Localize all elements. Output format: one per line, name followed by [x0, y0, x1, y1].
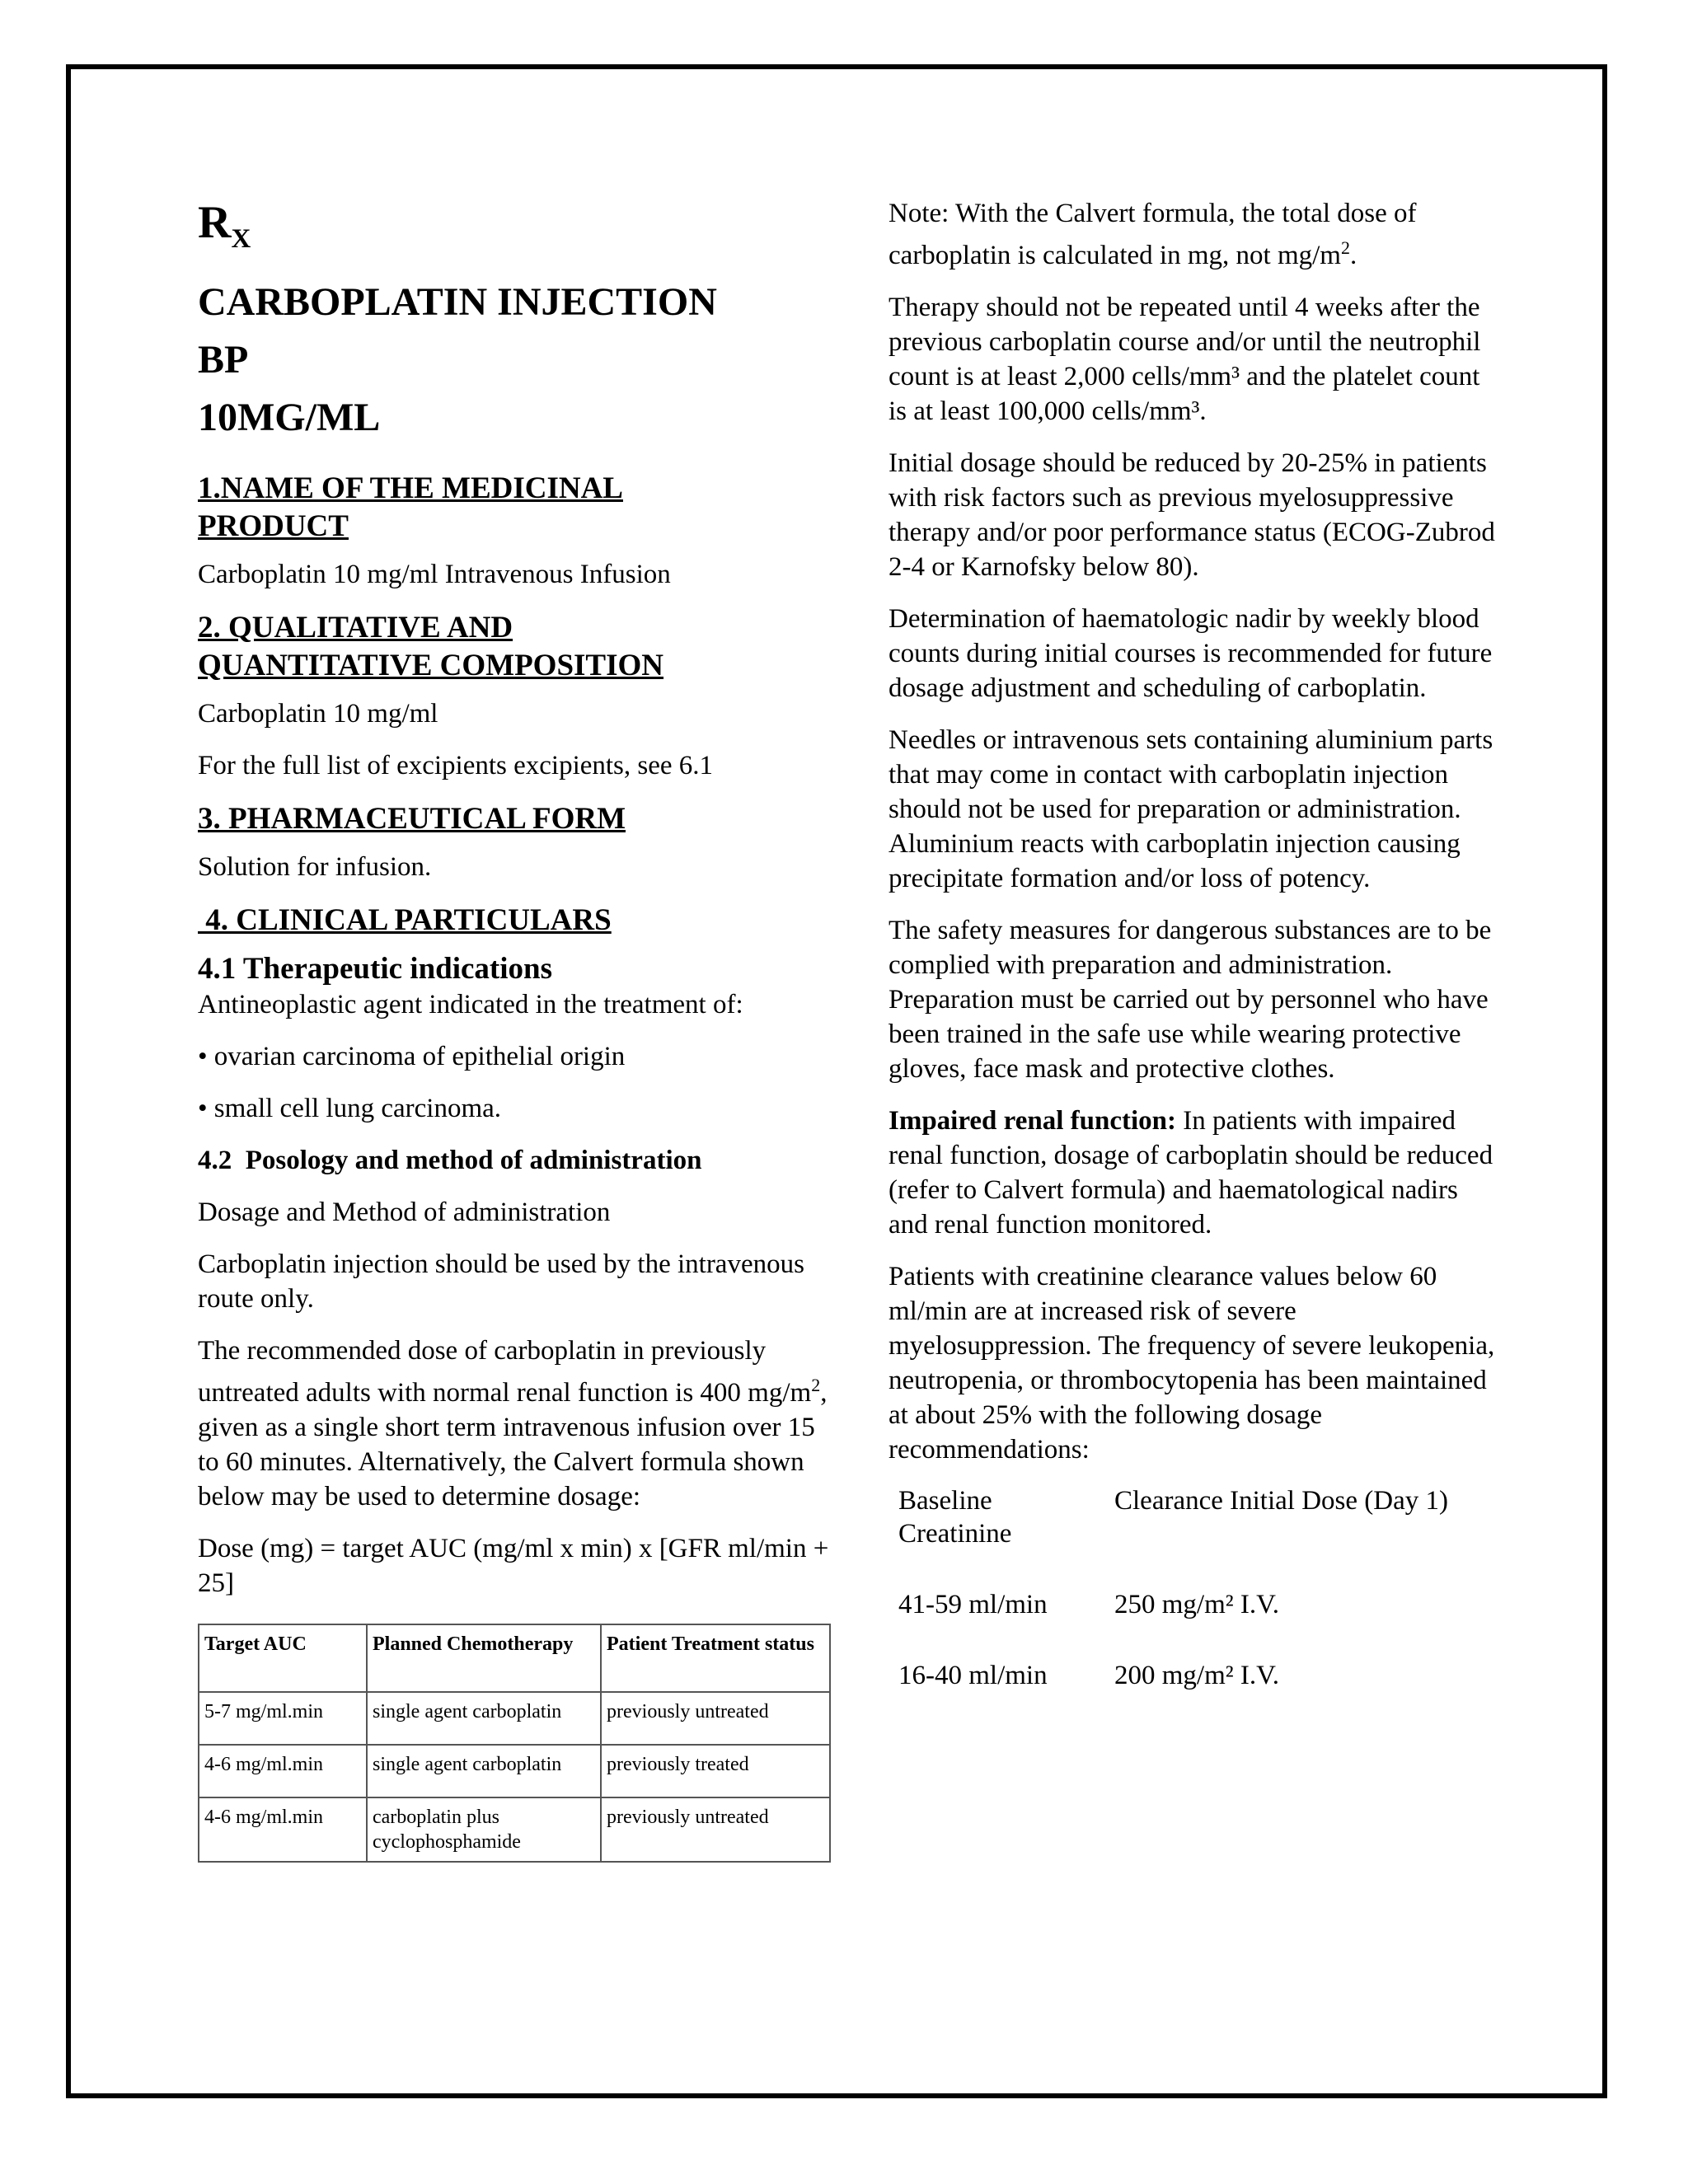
table-cell: previously untreated [601, 1692, 830, 1745]
indication-bullet: • small cell lung carcinoma. [198, 1094, 502, 1123]
title-line: BP [198, 338, 249, 382]
posology-dose: The recommended dose of carboplatin in previously untreated adults with normal renal function is 400 $mg/m^2$, given as a single short term intravenous infusion over 15 to 60 minutes. Alternatively, the Calvert formula shown below may be used to determine dosage: [198, 1336, 828, 1511]
section-4-2-heading: 4.2 Posology and method of administration [198, 1146, 702, 1175]
indications-text: Antineoplastic agent indicated in the treatment of: [198, 990, 743, 1019]
title-line: 10MG/ML [198, 396, 381, 439]
table-cell: carboplatin plus cyclophosphamide [367, 1797, 601, 1862]
title-line: CARBOPLATIN INJECTION [198, 280, 717, 324]
product-title [198, 274, 841, 447]
section-2-text: Carboplatin 10 mg/ml [198, 699, 438, 729]
dosage-table [889, 1484, 1458, 1730]
section-1-text: Carboplatin 10 mg/ml Intravenous Infusion [198, 560, 671, 589]
posology-route: Carboplatin injection should be used by the intravenous route only. [198, 1249, 804, 1314]
table-header-row [199, 1624, 830, 1692]
section-1-heading: 1.NAME OF THE MEDICINAL PRODUCT [198, 471, 623, 543]
indication-bullet: • ovarian carcinoma of epithelial origin [198, 1042, 626, 1071]
table-cell: 4-6 mg/ml.min [199, 1797, 367, 1862]
table-cell: 41-59 ml/min [898, 1590, 1048, 1619]
table-row [199, 1797, 830, 1862]
table-row [889, 1588, 1458, 1659]
table-cell: 4-6 mg/ml.min [199, 1745, 367, 1797]
table-cell: single agent carboplatin [367, 1745, 601, 1797]
creatinine-text: Patients with creatinine clearance values below 60 ml/min are at increased risk of severe myelosuppression. The frequency of severe leukopenia, neutropenia, or thrombocytopenia has been maintained at about 25% with the following dosage recommendations: [889, 1262, 1495, 1465]
renal-function-text: Impaired renal function: In patients with impaired renal function, dosage of carboplatin should be reduced (refer to Calvert formula) and haematological nadirs and renal function monitored. [889, 1106, 1493, 1240]
nadir-text: Determination of haematologic nadir by weekly blood counts during initial courses is recommended for future dosage adjustment and scheduling of carboplatin. [889, 604, 1493, 703]
table-cell: 200 mg/m² I.V. [1114, 1661, 1279, 1690]
section-3-heading: 3. PHARMACEUTICAL FORM [198, 802, 626, 836]
table-row [199, 1745, 830, 1797]
right-column [889, 196, 1498, 1730]
posology-text: Dosage and Method of administration [198, 1197, 611, 1227]
rx-symbol: $R_X$ [198, 197, 251, 254]
table-header-row [889, 1484, 1458, 1588]
table-cell: previously untreated [601, 1797, 830, 1862]
needles-text: Needles or intravenous sets containing aluminium parts that may come in contact with carboplatin injection should not be used for preparation or administration. Aluminium reacts with carboplatin injection causing precipitate formation and/or loss of potency. [889, 725, 1493, 893]
table-cell: 16-40 ml/min [898, 1661, 1048, 1690]
section-4-heading: 4. CLINICAL PARTICULARS [198, 903, 612, 937]
calvert-note: Note: With the Calvert formula, the total dose of carboplatin is calculated in mg, not $mg/m^2$. [889, 199, 1417, 270]
table-header-cell: Baseline Creatinine [898, 1486, 1012, 1549]
left-column [198, 196, 841, 1863]
table-header-cell: Target AUC [199, 1624, 367, 1692]
section-3-text: Solution for infusion. [198, 852, 432, 882]
table-header-cell: Patient Treatment status [601, 1624, 830, 1692]
table-row [199, 1692, 830, 1745]
table-cell: single agent carboplatin [367, 1692, 601, 1745]
table-cell: 5-7 mg/ml.min [199, 1692, 367, 1745]
safety-text: The safety measures for dangerous substances are to be complied with preparation and administration. Preparation must be carried out by personnel who have been trained in the safe use while wearing protective gloves, face mask and protective clothes. [889, 916, 1492, 1084]
table-header-cell: Planned Chemotherapy [367, 1624, 601, 1692]
table-cell: 250 mg/m² I.V. [1114, 1590, 1279, 1619]
section-2-heading: 2. QUALITATIVE AND QUANTITATIVE COMPOSITION [198, 611, 664, 682]
calvert-formula: Dose (mg) = target AUC (mg/ml x min) x [GFR ml/min + 25] [198, 1534, 829, 1598]
section-2-excipients: For the full list of excipients excipients, see 6.1 [198, 751, 714, 780]
table-cell: previously treated [601, 1745, 830, 1797]
therapy-repeat-text: Therapy should not be repeated until 4 weeks after the previous carboplatin course and/or until the neutrophil count is at least 2,000 cells/mm³ and the platelet count is at least 100,000 cells/mm³. [889, 293, 1481, 426]
table-header-cell: Clearance Initial Dose (Day 1) [1114, 1486, 1448, 1516]
target-auc-table [198, 1624, 831, 1863]
section-4-1-heading: 4.1 Therapeutic indications [198, 952, 552, 986]
initial-dosage-text: Initial dosage should be reduced by 20-25% in patients with risk factors such as previous myelosuppressive therapy and/or poor performance status (ECOG-Zubrod 2-4 or Karnofsky below 80). [889, 448, 1495, 582]
table-row [889, 1659, 1458, 1730]
